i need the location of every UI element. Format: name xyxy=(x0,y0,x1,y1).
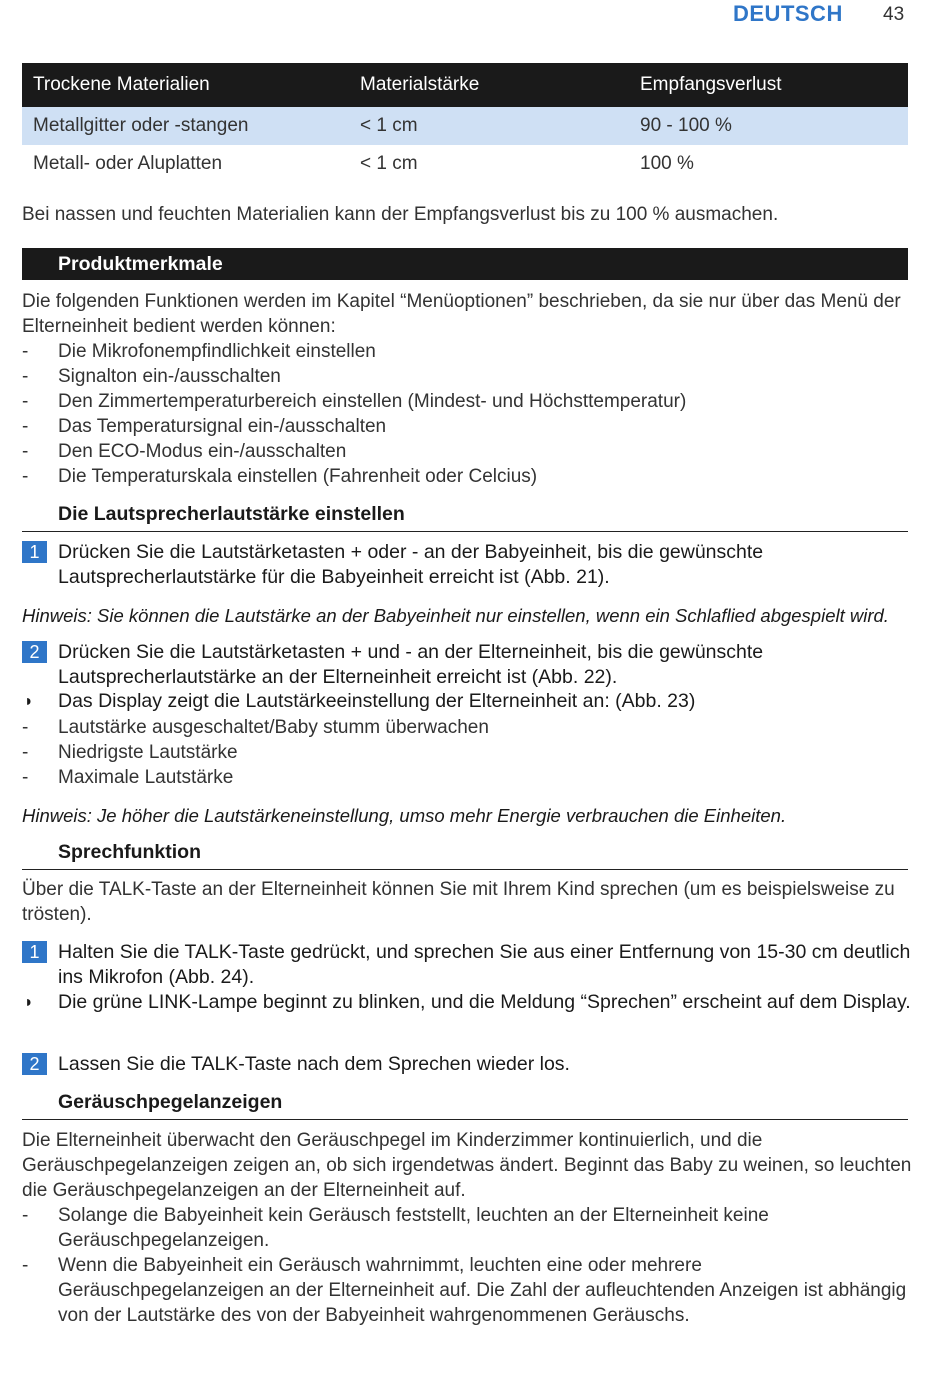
table-row xyxy=(22,107,908,145)
result-arrow-icon: ◗ xyxy=(24,693,34,710)
column-header: Trockene Materialien xyxy=(22,63,349,107)
subsection-title: Geräuschpegelanzeigen xyxy=(58,1091,283,1113)
step-number-badge: 2 xyxy=(22,1053,47,1075)
subsection-heading-noise xyxy=(22,1088,908,1120)
wet-materials-note: Bei nassen und feuchten Materialien kann der Empfangsverlust bis zu 100 % ausmachen. xyxy=(22,204,779,225)
dash-marker: - xyxy=(22,416,29,437)
list-item-text: Die Mikrofonempfindlichkeit einstellen xyxy=(58,341,376,362)
dash-marker: - xyxy=(22,767,29,788)
step-text: Halten Sie die TALK-Taste gedrückt, und sprechen Sie aus einer Entfernung von 15-30 cm deutlich ins Mikrofon (Abb. 24). xyxy=(58,941,911,988)
list-item-text: Die Temperaturskala einstellen (Fahrenheit oder Celcius) xyxy=(58,466,538,487)
table-cell: < 1 cm xyxy=(349,107,629,145)
step-number-badge: 1 xyxy=(22,941,47,963)
materials-table xyxy=(22,63,908,183)
table-cell: < 1 cm xyxy=(360,153,418,174)
step-text: Lassen Sie die TALK-Taste nach dem Sprechen wieder los. xyxy=(58,1053,570,1075)
dash-marker: - xyxy=(22,441,29,462)
dash-marker: - xyxy=(22,366,29,387)
step-number-badge: 2 xyxy=(22,641,47,663)
list-item-text: Den Zimmertemperaturbereich einstellen (Mindest- und Höchsttemperatur) xyxy=(58,391,687,412)
table-header-row xyxy=(22,63,908,107)
table-cell: Metall- oder Aluplatten xyxy=(33,153,223,174)
section-title: Produktmerkmale xyxy=(58,253,223,275)
step-number-badge: 1 xyxy=(22,541,47,563)
section-bar-features xyxy=(22,248,908,280)
dash-marker: - xyxy=(22,1205,29,1226)
list-item-text: Solange die Babyeinheit kein Geräusch feststellt, leuchten an der Elterneinheit keine Geräuschpegelanzeigen. xyxy=(58,1205,769,1251)
dash-marker: - xyxy=(22,742,29,763)
result-text: Die grüne LINK-Lampe beginnt zu blinken, und die Meldung “Sprechen” erscheint auf dem Display. xyxy=(58,991,911,1013)
dash-marker: - xyxy=(22,466,29,487)
table-cell: 90 - 100 % xyxy=(629,107,908,145)
dash-marker: - xyxy=(22,1255,29,1276)
step-text: Drücken Sie die Lautstärketasten + und - an der Elterneinheit, bis die gewünschte Lautsprecherlautstärke an der Elterneinheit erreicht ist (Abb. 22). xyxy=(58,641,764,688)
table-cell: Metallgitter oder -stangen xyxy=(22,107,349,145)
features-intro: Die folgenden Funktionen werden im Kapitel “Menüoptionen” beschrieben, da sie nur über das Menü der Elterneinheit bedient werden können: xyxy=(22,291,901,337)
list-item-text: Den ECO-Modus ein-/ausschalten xyxy=(58,441,347,462)
subsection-title: Sprechfunktion xyxy=(58,841,202,863)
noise-intro: Die Elterneinheit überwacht den Geräuschpegel im Kinderzimmer kontinuierlich, und die Geräuschpegelanzeigen zeigen an, ob sich irgendetwas ändert. Beginnt das Baby zu weinen, so leuchten die Geräuschpegelanzeigen an der Elterneinheit auf. xyxy=(22,1130,912,1201)
list-item-text: Niedrigste Lautstärke xyxy=(58,742,238,763)
step-text: Drücken Sie die Lautstärketasten + oder - an der Babyeinheit, bis die gewünschte Lautsprecherlautstärke für die Babyeinheit erreicht ist (Abb. 21). xyxy=(58,541,764,588)
dash-marker: - xyxy=(22,391,29,412)
hint-note: Hinweis: Sie können die Lautstärke an der Babyeinheit nur einstellen, wenn ein Schlaflied abgespielt wird. xyxy=(22,605,889,626)
subsection-title: Die Lautsprecherlautstärke einstellen xyxy=(58,503,405,525)
list-item-text: Maximale Lautstärke xyxy=(58,767,234,788)
list-item-text: Wenn die Babyeinheit ein Geräusch wahrnimmt, leuchten eine oder mehrere Geräuschpegelanzeigen an der Elterneinheit auf. Die Zahl der aufleuchtenden Anzeigen ist abhängig von der Lautstärke des von der Babyeinheit wahrgenommenen Geräuschs. xyxy=(58,1255,907,1326)
dash-marker: - xyxy=(22,717,29,738)
talk-intro: Über die TALK-Taste an der Elterneinheit können Sie mit Ihrem Kind sprechen (um es beispielsweise zu trösten). xyxy=(22,879,895,925)
result-arrow-icon: ◗ xyxy=(24,994,34,1011)
subsection-heading-volume xyxy=(22,500,908,532)
list-item-text: Lautstärke ausgeschaltet/Baby stumm überwachen xyxy=(58,717,489,738)
dash-marker: - xyxy=(22,341,29,362)
column-header: Materialstärke xyxy=(349,63,629,107)
subsection-heading-talk xyxy=(22,838,908,870)
hint-note: Hinweis: Je höher die Lautstärkeneinstellung, umso mehr Energie verbrauchen die Einheiten. xyxy=(22,805,787,826)
list-item-text: Das Temperatursignal ein-/ausschalten xyxy=(58,416,387,437)
page-number: 43 xyxy=(883,4,905,25)
column-header: Empfangsverlust xyxy=(629,63,908,107)
table-row xyxy=(22,145,908,183)
list-item-text: Signalton ein-/ausschalten xyxy=(58,366,281,387)
result-text: Das Display zeigt die Lautstärkeeinstellung der Elterneinheit an: (Abb. 23) xyxy=(58,690,696,712)
language-label: DEUTSCH xyxy=(733,1,843,26)
table-cell: 100 % xyxy=(640,153,694,174)
